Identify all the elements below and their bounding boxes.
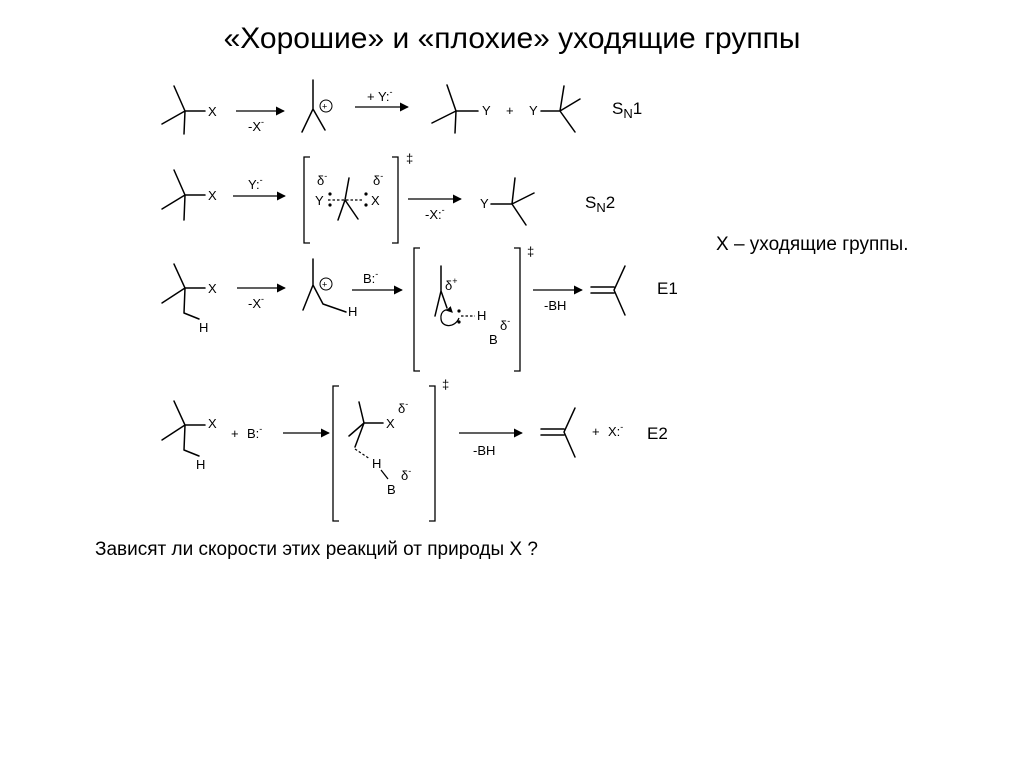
loss-x-label: -X- bbox=[248, 117, 264, 134]
y-anion-label: Y:- bbox=[248, 175, 263, 192]
dagger-mark: ‡ bbox=[527, 244, 535, 259]
rate-question: Зависят ли скорости этих реакций от природы X ? bbox=[95, 539, 538, 560]
atom-x: X bbox=[208, 188, 217, 203]
e2-label: E2 bbox=[647, 424, 668, 443]
atom-h: H bbox=[199, 320, 209, 335]
dagger-mark: ‡ bbox=[442, 377, 450, 392]
tert-butyl-x-molecule bbox=[162, 86, 217, 134]
svg-text:+: + bbox=[322, 101, 328, 112]
delta-minus-label: δ- bbox=[373, 171, 384, 188]
atom-b: B bbox=[489, 332, 498, 347]
plus-sign: + bbox=[506, 103, 514, 118]
sn1-reaction bbox=[162, 80, 642, 134]
loss-bh-label: -BH bbox=[473, 443, 496, 458]
isobutylene-product bbox=[541, 408, 575, 457]
y-tert-butyl-product bbox=[480, 178, 534, 225]
b-anion-label: B:- bbox=[247, 424, 263, 441]
add-y-label: + Y:- bbox=[367, 87, 393, 104]
delta-minus-label: δ- bbox=[317, 171, 328, 188]
e1-transition-state bbox=[414, 244, 534, 371]
dagger-mark: ‡ bbox=[406, 151, 414, 166]
curved-arrow-icon bbox=[441, 310, 459, 326]
plus-sign: + bbox=[231, 426, 239, 441]
y-tert-butyl-product bbox=[529, 86, 580, 132]
loss-bh-label: -BH bbox=[544, 298, 567, 313]
e2-transition-state bbox=[333, 377, 449, 521]
delta-minus-label: δ- bbox=[401, 466, 412, 483]
x-anion-label: X:- bbox=[608, 422, 624, 439]
b-anion-label: B:- bbox=[363, 269, 379, 286]
atom-h: H bbox=[196, 457, 206, 472]
plus-sign: + bbox=[592, 424, 600, 439]
atom-h: H bbox=[372, 456, 382, 471]
tert-butyl-y-product bbox=[432, 85, 491, 133]
loss-x-label: -X- bbox=[248, 294, 264, 311]
tert-butyl-x-molecule bbox=[162, 170, 217, 220]
atom-y: Y bbox=[482, 103, 491, 118]
e1-reaction bbox=[162, 244, 678, 371]
tert-butyl-ethyl-x-molecule bbox=[162, 401, 217, 472]
bracket-left bbox=[333, 386, 339, 521]
carbocation bbox=[303, 259, 357, 319]
sn2-label: $S_N2$ bbox=[585, 193, 616, 215]
atom-x: X bbox=[208, 281, 217, 296]
tert-butyl-ethyl-x-molecule bbox=[162, 264, 217, 335]
bracket-right bbox=[429, 386, 435, 521]
atom-x: X bbox=[371, 193, 380, 208]
atom-b: B bbox=[387, 482, 396, 497]
bracket-left bbox=[304, 157, 310, 243]
atom-h: H bbox=[477, 308, 487, 323]
atom-y: Y bbox=[480, 196, 489, 211]
atom-x: X bbox=[208, 416, 217, 431]
delta-plus-label: δ+ bbox=[445, 276, 458, 293]
sn2-transition-state bbox=[304, 151, 413, 243]
svg-text:+: + bbox=[322, 279, 328, 290]
bracket-right bbox=[392, 157, 398, 243]
atom-x: X bbox=[208, 104, 217, 119]
page-title: «Хорошие» и «плохие» уходящие группы bbox=[223, 22, 801, 55]
leaving-group-note: X – уходящие группы. bbox=[716, 234, 909, 255]
loss-x-anion-label: -X:- bbox=[425, 205, 445, 222]
delta-minus-label: δ- bbox=[398, 399, 409, 416]
delta-minus-label: δ- bbox=[500, 316, 511, 333]
atom-x: X bbox=[386, 416, 395, 431]
isobutylene-product bbox=[591, 266, 625, 315]
bracket-right bbox=[514, 248, 520, 371]
sn1-label: $S_N1$ bbox=[612, 99, 643, 121]
carbocation bbox=[302, 80, 332, 132]
e2-reaction bbox=[162, 377, 668, 521]
bracket-left bbox=[414, 248, 420, 371]
sn2-reaction bbox=[162, 151, 615, 243]
atom-y: Y bbox=[529, 103, 538, 118]
atom-y: Y bbox=[315, 193, 324, 208]
atom-h: H bbox=[348, 304, 358, 319]
e1-label: E1 bbox=[657, 279, 678, 298]
